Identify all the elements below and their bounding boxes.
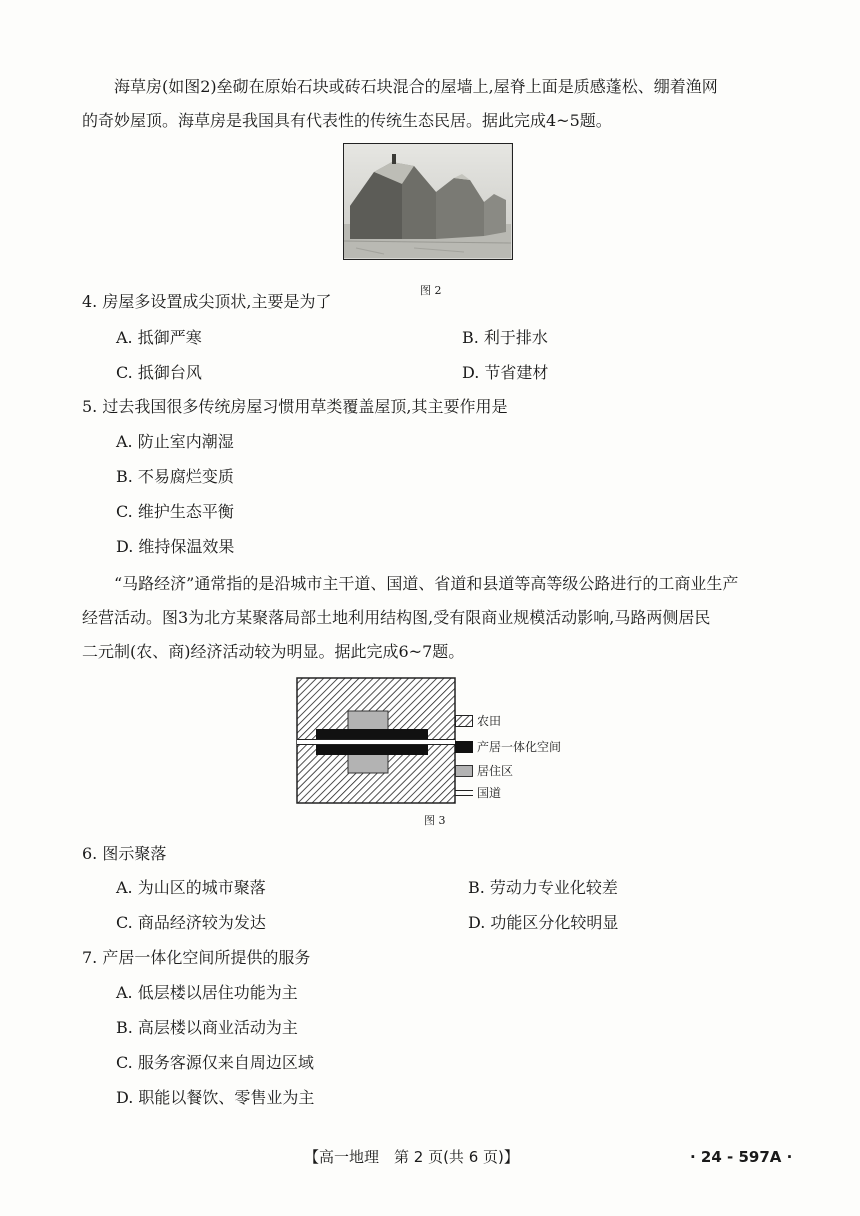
page-footer-subject: 【高一地理 第 2 页(共 6 页)】 (304, 1148, 519, 1166)
figure-3-land-use-diagram (296, 677, 456, 804)
legend-mixed-use-label: 产居一体化空间 (477, 740, 562, 754)
question-4-option-b[interactable]: B. 利于排水 (462, 328, 548, 347)
passage-2 (82, 567, 782, 669)
page-footer-code: · 24 - 597A · (690, 1148, 793, 1166)
question-4-option-a[interactable]: A. 抵御严寒 (116, 328, 202, 347)
mixed-use-strip-south (316, 745, 428, 755)
question-7-option-a[interactable]: A. 低层楼以居住功能为主 (116, 983, 298, 1002)
question-7-stem: 7. 产居一体化空间所提供的服务 (82, 948, 311, 967)
passage-1-line-2: 的奇妙屋顶。海草房是我国具有代表性的传统生态民居。据此完成4~5题。 (82, 111, 612, 130)
question-5-option-a[interactable]: A. 防止室内潮湿 (116, 432, 234, 451)
legend-national-road-label: 国道 (477, 786, 502, 800)
question-4-option-c[interactable]: C. 抵御台风 (116, 363, 202, 382)
passage-1-line-1: 海草房(如图2)垒砌在原始石块或砖石块混合的屋墙上,屋脊上面是质感蓬松、绷着渔网 (114, 77, 718, 96)
residential-swatch (455, 765, 473, 777)
question-6-option-d[interactable]: D. 功能区分化较明显 (468, 913, 619, 932)
question-4-option-d[interactable]: D. 节省建材 (462, 363, 549, 382)
figure-2-photo (343, 143, 513, 260)
question-6-option-a[interactable]: A. 为山区的城市聚落 (116, 878, 266, 897)
residential-area-north (348, 711, 388, 731)
question-5-stem: 5. 过去我国很多传统房屋习惯用草类覆盖屋顶,其主要作用是 (82, 397, 508, 416)
question-7-option-b[interactable]: B. 高层楼以商业活动为主 (116, 1018, 298, 1037)
passage-2-line-1: “马路经济”通常指的是沿城市主干道、国道、省道和县道等高等级公路进行的工商业生产 (114, 574, 739, 593)
figure-3-caption: 图 3 (424, 814, 446, 827)
legend-farmland-label: 农田 (477, 714, 502, 728)
question-5-option-c[interactable]: C. 维护生态平衡 (116, 502, 234, 521)
mixed-use-strip-north (316, 729, 428, 739)
question-6-stem: 6. 图示聚落 (82, 844, 167, 863)
legend-residential-label: 居住区 (477, 764, 514, 778)
question-6-option-b[interactable]: B. 劳动力专业化较差 (468, 878, 618, 897)
farmland-swatch (455, 715, 473, 727)
passage-2-line-2: 经营活动。图3为北方某聚落局部土地利用结构图,受有限商业规模活动影响,马路两侧居民 (82, 608, 711, 627)
national-road-swatch (455, 790, 473, 796)
mixed-use-swatch (455, 741, 473, 753)
passage-2-line-3: 二元制(农、商)经济活动较为明显。据此完成6~7题。 (82, 642, 465, 661)
question-4-stem: 4. 房屋多设置成尖顶状,主要是为了 (82, 292, 332, 311)
question-7-option-c[interactable]: C. 服务客源仅来自周边区域 (116, 1053, 314, 1072)
question-7-option-d[interactable]: D. 职能以餐饮、零售业为主 (116, 1088, 315, 1107)
question-5-option-b[interactable]: B. 不易腐烂变质 (116, 467, 234, 486)
question-5-option-d[interactable]: D. 维持保温效果 (116, 537, 235, 556)
question-6-option-c[interactable]: C. 商品经济较为发达 (116, 913, 266, 932)
figure-2-caption: 图 2 (420, 284, 442, 297)
residential-area-south (348, 753, 388, 773)
seaweed-house-image (344, 144, 511, 258)
passage-1 (82, 70, 782, 138)
